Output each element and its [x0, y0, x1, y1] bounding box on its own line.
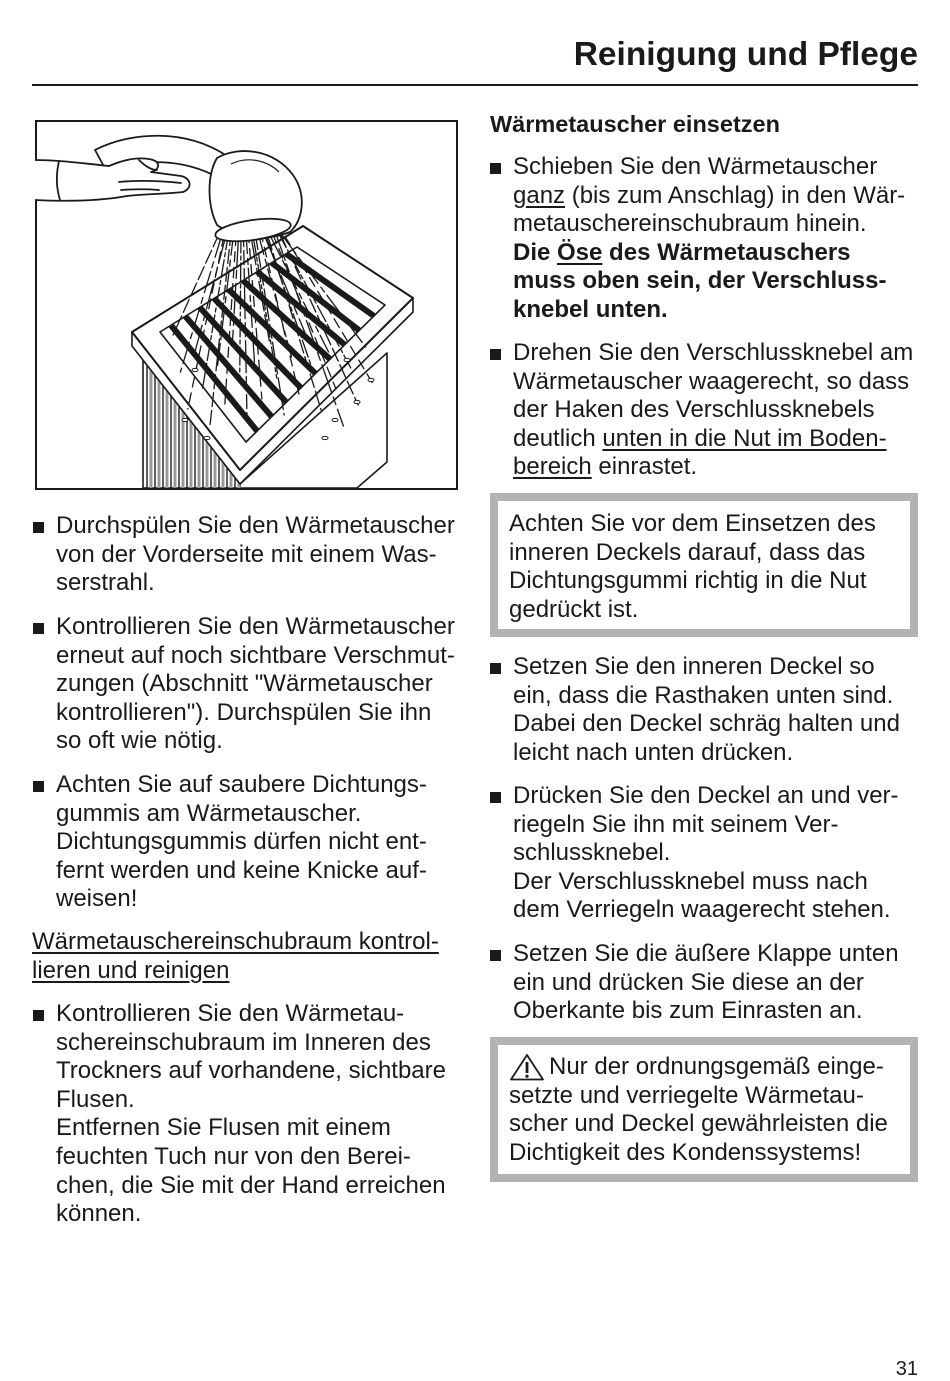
warning-text-line: Dichtigkeit des Kondenssystems!: [509, 1138, 862, 1166]
note-text-line: Achten Sie vor dem Einsetzen des: [509, 510, 876, 537]
warning-text-line: setzte und verriegelte Wärmetau-: [509, 1081, 864, 1109]
bullet-text-line: so oft wie nötig.: [56, 727, 223, 755]
header-rule: [32, 84, 918, 86]
bold-text-line: knebel unten.: [513, 295, 668, 323]
left-bullet-1: [56, 512, 455, 598]
bold-text-line: muss oben sein, der Verschluss-: [513, 267, 887, 295]
bullet-text-line: können.: [56, 1200, 142, 1228]
water-droplet: [354, 400, 360, 403]
bullet-text-line: metauschereinschubraum hinein.: [513, 210, 867, 238]
bullet-marker: [490, 163, 501, 174]
water-droplet: [368, 378, 374, 381]
bullet-text-line: schereinschubraum im Inneren des: [56, 1028, 431, 1056]
bullet-text-line: Drehen Sie den Verschlussknebel am: [513, 339, 914, 366]
warning-text: Nur der ordnungsgemäß einge-: [549, 1053, 884, 1080]
bullet-text-line: serstrahl.: [56, 569, 155, 597]
section-heading: Wärmetauscher einsetzen: [490, 111, 780, 137]
water-droplet: [332, 418, 338, 421]
finger-line: [121, 189, 159, 190]
right-bullet-1: [513, 153, 905, 325]
bullet-text-line: dem Verriegeln waagerecht stehen.: [513, 896, 891, 924]
note-text-line: Dichtungsgummi richtig in die Nut: [509, 567, 867, 595]
text-segment: Die: [513, 238, 558, 266]
note-text-line: inneren Deckels darauf, dass das: [509, 538, 866, 566]
bullet-text-line: zungen (Abschnitt "Wärmetauscher: [56, 670, 433, 698]
bullet-text-line: Drücken Sie den Deckel an und ver-: [513, 782, 899, 809]
note-box: [490, 493, 918, 637]
right-bullet-2: [513, 339, 913, 482]
warning-text-line: [509, 1053, 910, 1082]
bullet-text-line: Dichtungsgummis dürfen nicht ent-: [56, 828, 427, 856]
bullet-text-line: Entfernen Sie Flusen mit einem: [56, 1114, 391, 1142]
bullet-text-line: kontrollieren"). Durchspülen Sie ihn: [56, 698, 432, 726]
water-droplet: [204, 436, 210, 439]
bullet-text-line: Setzen Sie die äußere Klappe unten: [513, 940, 899, 967]
left-bullet-2: [56, 613, 455, 756]
bullet-marker: [490, 950, 501, 961]
water-droplet: [192, 368, 198, 371]
text-segment: (bis zum Anschlag) in den Wär-: [565, 181, 906, 209]
bullet-text-line: Wärmetauscher waagerecht, so dass: [513, 367, 910, 395]
bold-text-line: [513, 239, 905, 268]
bullet-text-line: ein, dass die Rasthaken unten sind.: [513, 681, 894, 709]
warning-exclamation-dot: [525, 1075, 528, 1078]
bullet-text-line: riegeln Sie ihn mit seinem Ver-: [513, 810, 839, 838]
water-droplet: [322, 436, 328, 439]
right-bullet-4: [513, 782, 899, 925]
warning-text-line: scher und Deckel gewährleisten die: [509, 1110, 888, 1138]
bullet-text-line: Oberkante bis zum Einrasten an.: [513, 997, 863, 1025]
bullet-text-line: der Haken des Verschlussknebels: [513, 396, 875, 424]
text-segment: einrastet.: [591, 453, 698, 481]
bullet-marker: [490, 792, 501, 803]
note-text-line: gedrückt ist.: [509, 595, 639, 623]
subheading-line: lieren und reinigen: [32, 956, 230, 984]
left-bullet-4: [56, 1000, 446, 1229]
left-subheading: [32, 928, 439, 985]
warning-exclamation-bar: [526, 1062, 529, 1073]
bullet-text-line: chen, die Sie mit der Hand erreichen: [56, 1171, 446, 1199]
page-number: 31: [895, 1358, 918, 1380]
illustration: [35, 120, 458, 490]
bullet-text-line: gummis am Wärmetauscher.: [56, 799, 362, 827]
bullet-text-line: Flusen.: [56, 1085, 135, 1113]
bullet-text-line: erneut auf noch sichtbare Verschmut-: [56, 641, 455, 669]
bullet-text-line: Der Verschlussknebel muss nach: [513, 867, 868, 895]
bullet-text-line: Kontrollieren Sie den Wärmetau-: [56, 1000, 405, 1027]
bullet-text-line: weisen!: [56, 885, 138, 913]
bullet-text-line: leicht nach unten drücken.: [513, 738, 794, 766]
bullet-text-line: schlussknebel.: [513, 839, 671, 867]
subheading-line: Wärmetauschereinschubraum kontrol-: [32, 928, 439, 955]
bullet-text-line: Schieben Sie den Wärmetauscher: [513, 153, 878, 180]
bullet-text-line: Durchspülen Sie den Wärmetauscher: [56, 512, 455, 539]
bullet-marker: [33, 1010, 44, 1021]
page-title: Reinigung und Pflege: [573, 36, 918, 73]
underlined-text: ganz: [513, 181, 566, 209]
bullet-text-line: ein und drücken Sie diese an der: [513, 968, 864, 996]
underlined-text: unten in die Nut im Boden-: [602, 424, 887, 452]
text-segment: des Wärmetauschers: [602, 238, 851, 266]
bullet-text-line: fernt werden und keine Knicke auf-: [56, 856, 427, 884]
bullet-text-line: [513, 453, 913, 482]
warning-icon: [509, 1053, 545, 1081]
bullet-text-line: Achten Sie auf saubere Dichtungs-: [56, 771, 427, 798]
bullet-text-line: [513, 182, 905, 211]
bullet-marker: [490, 663, 501, 674]
water-droplet: [344, 358, 350, 361]
bullet-text-line: [513, 425, 913, 454]
bullet-text-line: feuchten Tuch nur von den Berei-: [56, 1142, 411, 1170]
underlined-text: bereich: [513, 453, 592, 481]
right-bullet-5: [513, 940, 899, 1026]
warning-box: [490, 1037, 918, 1182]
bullet-text-line: Kontrollieren Sie den Wärmetauscher: [56, 613, 455, 640]
text-segment: deutlich: [513, 424, 603, 452]
bullet-text-line: Setzen Sie den inneren Deckel so: [513, 653, 875, 680]
right-bullet-3: [513, 653, 900, 767]
bullet-marker: [33, 623, 44, 634]
bullet-marker: [33, 781, 44, 792]
left-bullet-3: [56, 771, 427, 914]
bullet-text-line: Trockners auf vorhandene, sichtbare: [56, 1057, 446, 1085]
underlined-text: Öse: [557, 238, 603, 266]
bullet-text-line: von der Vorderseite mit einem Was-: [56, 540, 437, 568]
bullet-marker: [490, 349, 501, 360]
water-droplet: [182, 418, 188, 421]
bullet-marker: [33, 522, 44, 533]
bullet-text-line: Dabei den Deckel schräg halten und: [513, 710, 900, 738]
